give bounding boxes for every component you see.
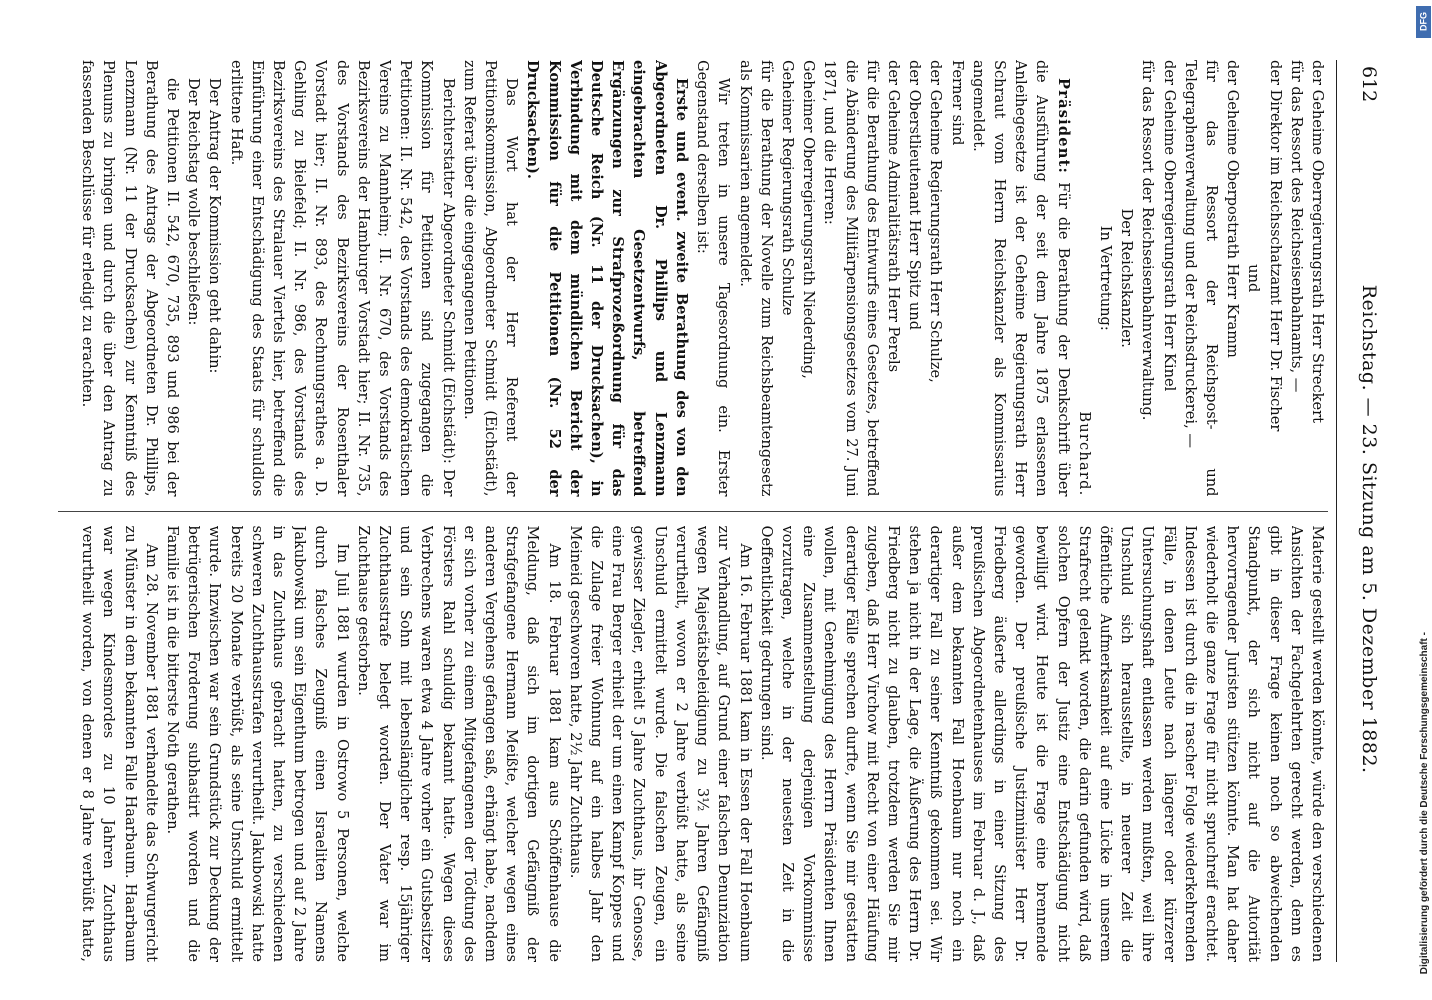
- page-header: [1336, 60, 1390, 962]
- paragraph: [968, 60, 1074, 497]
- column-divider: [58, 511, 1328, 512]
- paragraph: Im Juli 1881 wurden in Ostrowo 5 Personen, welche durch falsches Zeugniß einen Israeliten Namens Jakubowski um sein Eigenthum betrogen und auf 2 Jahre in das Zuchthaus gebracht hatten, zu verschiedenen schweren Zuchthausstrafen verurtheilt. Jakubowski hatte bereits 20 Monate verbüßt, als seine Unschuld ermittelt wurde. Inzwischen war sein Grundstück zur Deckung der betrügerischen Forderung subhastirt worden und die Familie ist in die bitterste Noth gerathen.: [164, 525, 351, 962]
- rotated-page: [0, 20, 1390, 980]
- paragraph: der Direktor im Reichsschatzamt Herr Dr. Fischer: [1266, 60, 1284, 432]
- paragraph: und: [1245, 264, 1263, 293]
- paragraph: Materie gestellt werden könnte, würde den verschiedenen Ansichten der Fachgelehrten gerecht werden, denn es gibt in dieser Frage keinen noch so abweichenden Standpunkt, der sich nicht auf die Autorität hervorragender Juristen stützen könnte. Man hat daher wiederholt die ganze Frage für nicht spruchreif erachtet. Indessen ist durch die in rascher Folge wiederkehrenden Fälle, in denen Leute nach längerer oder kürzerer Untersuchungshaft entlassen werden mußten, weil ihre Unschuld sich herausstellte, in neuerer Zeit die öffentliche Aufmerksamkeit auf eine Lücke in unserem Strafrecht gelenkt worden, die darin gefunden wird, daß solchen Opfern der Justiz eine Entschädigung nicht bewilligt wird. Heute ist die Frage eine brennende geworden. Der preußische Justizminister Herr Dr. Friedberg äußerte allerdings in einer Sitzung des preußischen Abgeordnetenhauses im Februar d. J., daß außer dem bekannten Fall Hoenbaum nur noch ein derartiger Fall zu seiner Kenntniß gekommen sei. Wir stehen ja nicht in der Lage, die Äußerung des Herrn Dr. Friedberg nicht zu glauben, trotzdem werden Sie mir zugeben, daß Herr Virchow mit Recht von einer Häufung derartiger Fälle sprechen durfte, wenn Sie mir gestatten wollen, mit Genehmigung des Herrn Präsidenten Ihnen eine Zusammenstellung derjenigen Vorkommnisse vorzutragen, welche in der neuesten Zeit in die Oeffentlichkeit gedrungen sind.: [757, 525, 1326, 962]
- paragraph: der Geheime Admiralitätsrath Herr Perels: [884, 60, 902, 373]
- paragraph: für das Ressort des Reichseisenbahnamts, —: [1287, 60, 1305, 393]
- paragraph: Geheimer Regierungsrath Schulze: [778, 60, 796, 316]
- digitization-note: Digitalisierung gefördert durch die Deutsche Forschungsgemeinschaft -: [1419, 631, 1430, 974]
- paragraph: der Geheime Oberpostrath Herr Kramm: [1224, 60, 1242, 358]
- paragraph: der Geheime Regierungsrath Herr Schulze,: [927, 60, 945, 383]
- left-column: [58, 60, 1328, 497]
- paragraph: Das Wort hat der Herr Referent der Petitionskommission, Abgeordneter Schmidt (Eichstädt), zum Referat über die eingegangenen Petitionen.: [460, 60, 521, 497]
- paragraph: Berichterstatter Abgeordneter Schmidt (Eichstädt): Der Kommission für Petitionen sind zugegangen die Petitionen: II. Nr. 542, des Vorstands des demokratischen Vereins zu Mannheim; II. Nr. 670, des Vorstands des Bezirksvereins der Hamburger Vorstadt hier; II. Nr. 735, des Vorstands des Bezirksvereins der Rosenthaler Vorstadt hier; II. Nr. 893, des Rechnungsrathes a. D. Gehling zu Bielefeld; II. Nr. 986, des Vorstands des Bezirksvereins des Stralauer Viertels hier, betreffend die Einführung einer Entschädigung des Staats für schuldlos erlittene Haft.: [227, 60, 457, 497]
- paragraph: der Geheime Oberregierungsrath Herr Kinel: [1160, 60, 1178, 392]
- paragraph-text: Für die Berathung der Denkschrift über die Ausführung der seit dem Jahre 1875 erlassenen Anleihegesetze ist der Geheime Regierungsrath Herr Schraut vom Herrn Reichskanzler als Kommissarius angemeldet.: [969, 60, 1072, 497]
- paragraph: für das Ressort der Reichspost- und Telegraphenverwaltung und der Reichsdruckerei, —: [1181, 60, 1220, 497]
- paragraph: Am 18. Februar 1881 kam aus Schöffenhause die Meldung, daß sich im dortigen Gefängniß der Strafgefangene Hermann Meißte, welcher wegen eines anderen Vergehens gefangen saß, erhängt habe, nachdem er sich vorher zu einem Mitgefangenen der Tödtung des Försters Rahl schuldig bekannt hatte. Wegen dieses Verbrechens waren etwa 4 Jahre vorher ein Gutsbesitzer und sein Sohn mit lebenslänglicher resp. 15jähriger Zuchthausstrafe belegt worden. Der Vater war im Zuchthause gestorben.: [354, 525, 563, 962]
- paragraph: für die Berathung des Entwurfs eines Gesetzes, betreffend die Abänderung des Militärpensionsgesetzes vom 27. Juni 1871, und die Herren:: [821, 60, 881, 497]
- speaker-label: Präsident:: [1054, 78, 1072, 175]
- paragraph: Der Antrag der Kommission geht dahin:: [206, 78, 224, 374]
- paragraph: Der Reichskanzler.: [1118, 208, 1136, 348]
- paragraph: In Vertretung:: [1096, 225, 1114, 331]
- paragraph: Am 28. November 1881 verhandelte das Schwurgericht zu Münster in dem bekannten Falle Haarbaum. Haarbaum war wegen Kindesmordes zu 10 Jahren Zuchthaus verurtheilt worden, von denen er 8 Jahre verbüßt hatte,: [79, 525, 160, 962]
- paragraph: für das Ressort der Reichseisenbahnverwaltung.: [1139, 60, 1157, 421]
- text-columns: [58, 60, 1328, 962]
- page-number: 612: [1358, 66, 1380, 103]
- paragraph: Wir treten in unsere Tagesordnung ein. Erster Gegenstand derselben ist:: [694, 60, 733, 497]
- right-column: [58, 526, 1328, 963]
- paragraph: Am 16. Februar 1881 kam in Essen der Fall Hoenbaum zur Verhandlung, auf Grund einer falschen Denunziation wegen Majestätsbeleidigung zu 3½ Jahren Gefängniß verurtheilt, wovon er 2 Jahre verbüßt hatte, als seine Unschuld ermittelt wurde. Die falschen Zeugen, ein gewisser Ziegler, erhielt 5 Jahre Zuchthaus, ihr Genosse, eine Frau Berger erhielt der um einen Kampf Koppes und die Zulage freier Wohnung auf ein halbes Jahr den Meineid geschworen hatte, 2½ Jahr Zuchthaus.: [566, 525, 754, 962]
- paragraph: der Oberstlieutenant Herr Spitz und: [906, 60, 924, 331]
- paragraph: Ferner sind: [948, 60, 966, 146]
- paragraph: Burchard.: [1075, 411, 1093, 497]
- paragraph: Geheimer Oberregierungsrath Niederding,: [800, 60, 818, 379]
- paragraph: für die Berathung der Novelle zum Reichsbeamtengesetz als Kommissarien angemeldet.: [736, 60, 775, 497]
- paragraph: Der Reichstag wolle beschließen:: [185, 78, 203, 326]
- paragraph: der Geheime Oberregierungsrath Herr Streckert: [1309, 60, 1326, 423]
- paragraph: die Petitionen II. 542, 670, 735, 893 und 986 bei der Berathung des Antrags der Abgeordneten Dr. Phillips, Lenzmann (Nr. 11 der Drucksachen) zur Kenntniß des Plenums zu bringen und durch die über den Antrag zu fassenden Beschlüsse für erledigt zu erachten.: [79, 60, 182, 497]
- dfg-logo: DFG: [1416, 6, 1431, 38]
- page-title: Reichstag. — 23. Sitzung am 5. Dezember 1882.: [1358, 284, 1380, 774]
- paragraph: Erste und event. zweite Berathung des von den Abgeordneten Dr. Phillips und Lenzmann eingebrachten Gesetzentwurfs, betreffend Ergänzungen zur Strafprozeßordnung für das Deutsche Reich (Nr. 11 der Drucksachen), in Verbindung mit dem mündlichen Bericht der Kommission für die Petitionen (Nr. 52 der Drucksachen).: [524, 60, 690, 497]
